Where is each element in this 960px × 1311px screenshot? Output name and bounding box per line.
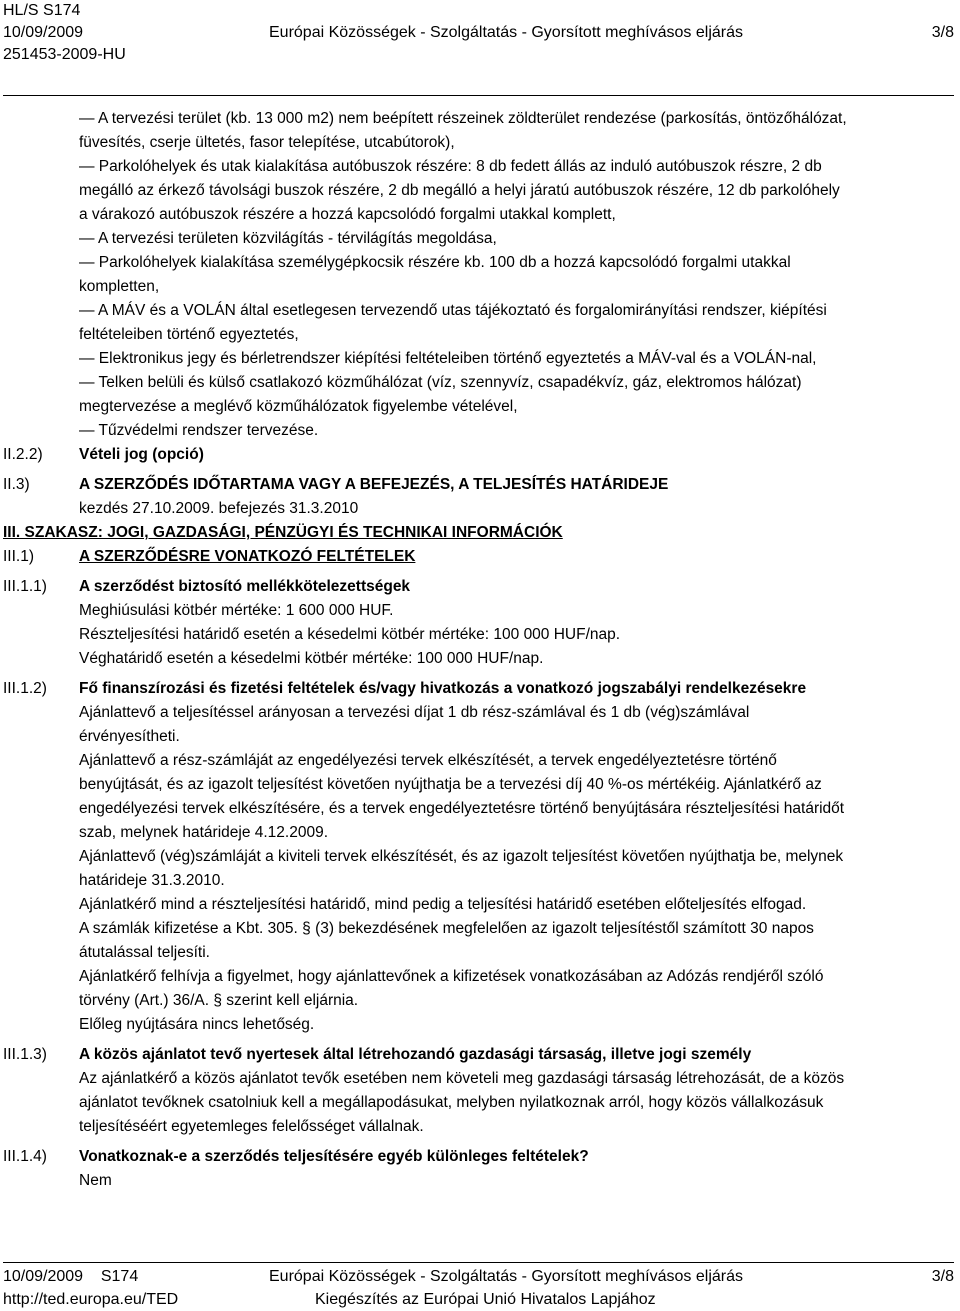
body-line: — Elektronikus jegy és bérletrendszer kiépítési feltételeiben történő egyeztetés a MÁV-val és a VOLÁN-nal,	[79, 350, 817, 367]
section-text: Véghatáridő esetén a késedelmi kötbér mértéke: 100 000 HUF/nap.	[79, 650, 544, 667]
header-title: Európai Közösségek - Szolgáltatás - Gyorsított meghívásos eljárás	[269, 24, 743, 41]
section-text: teljesítéséért egyetemleges felelősséget vállalnak.	[79, 1118, 424, 1135]
section-text: Ajánlattevő a rész-számláját az engedélyezési tervek elkészítését, a tervek engedélyeztetésre történő	[79, 752, 777, 769]
section-number: II.3)	[3, 476, 30, 493]
section-text: szab, melynek határideje 4.12.2009.	[79, 824, 329, 841]
section-text: Ajánlatkérő mind a részteljesítési határidő, mind pedig a teljesítési határidő esetében előteljesítés elfogad.	[79, 896, 807, 913]
body-line: megtervezése a meglévő közműhálózatok figyelembe vételével,	[79, 398, 518, 415]
body-line: — Telken belüli és külső csatlakozó közműhálózat (víz, szennyvíz, csapadékvíz, gáz, elektromos hálózat)	[79, 374, 802, 391]
section-text: törvény (Art.) 36/A. § szerint kell eljárnia.	[79, 992, 359, 1009]
section-text: Ajánlattevő a teljesítéssel arányosan a tervezési díjat 1 db rész-számlával és 1 db (vég)számlával	[79, 704, 750, 721]
footer-title: Európai Közösségek - Szolgáltatás - Gyorsított meghívásos eljárás	[269, 1268, 743, 1285]
section-text: Meghiúsulási kötbér mértéke: 1 600 000 HUF.	[79, 602, 394, 619]
body-line: feltételeiben történő egyeztetés,	[79, 326, 299, 343]
body-line: — Parkolóhelyek kialakítása személygépkocsik részére kb. 100 db a hozzá kapcsolódó forgalmi utakkal	[79, 254, 791, 271]
section-text: A számlák kifizetése a Kbt. 305. § (3) bekezdésének megfelelően az igazolt teljesítéstől számított 30 napos	[79, 920, 814, 937]
section-text: érvényesítheti.	[79, 728, 180, 745]
body-line: a várakozó autóbuszok részére a hozzá kapcsolódó forgalmi utakkal komplett,	[79, 206, 616, 223]
page-header	[0, 0, 960, 95]
body-line: — A tervezési terület (kb. 13 000 m2) nem beépített részeinek zöldterület rendezése (parkosítás, öntözőhálózat,	[79, 110, 847, 127]
section-ii-3	[0, 473, 960, 521]
section-number: III.1.3)	[3, 1046, 47, 1063]
section-heading: Fő finanszírozási és fizetési feltételek és/vagy hivatkozás a vonatkozó jogszabályi rendelkezésekre	[79, 680, 807, 697]
header-journal-ref: HL/S S174	[3, 2, 81, 19]
section-number: III.1.4)	[3, 1148, 47, 1165]
section-text: Ajánlattevő (vég)számláját a kiviteli tervek elkészítését, és az igazolt teljesítést követően nyújthatja be, melynek	[79, 848, 844, 865]
footer-series: S174	[100, 1268, 139, 1285]
footer-url[interactable]: http://ted.europa.eu/TED	[3, 1291, 179, 1308]
body-line: — A tervezési területen közvilágítás - térvilágítás megoldása,	[79, 230, 497, 247]
footer-page-number: 3/8	[931, 1268, 954, 1285]
section-text: ajánlatot tevőknek csatolniuk kell a megállapodásukat, melyben nyilatkoznak arról, hogy közös vállalkozásuk	[79, 1094, 824, 1111]
section-heading: A közös ajánlatot tevő nyertesek által létrehozandó gazdasági társaság, illetve jogi személy	[79, 1046, 752, 1063]
section-text: határideje 31.3.2010.	[79, 872, 225, 889]
header-divider	[3, 95, 954, 96]
document-body	[0, 107, 960, 1193]
footer-subtitle: Kiegészítés az Európai Unió Hivatalos Lapjához	[315, 1291, 656, 1308]
section-iii-1-3	[0, 1043, 960, 1139]
part-iii-title-row	[0, 521, 960, 545]
section-text: Az ajánlatkérő a közös ajánlatot tevők esetében nem követeli meg gazdasági társaság létrehozását, de a közös	[79, 1070, 845, 1087]
section-text: Ajánlatkérő felhívja a figyelmet, hogy ajánlattevőnek a kifizetések vonatkozásában az Adózás rendjéről szóló	[79, 968, 824, 985]
section-text: benyújtását, és az igazolt teljesítést követően nyújthatja be a tervezési díj 40 %-os mértékéig. Ajánlatkérő az	[79, 776, 822, 793]
section-text: Előleg nyújtására nincs lehetőség.	[79, 1016, 315, 1033]
page-footer	[0, 1262, 960, 1311]
header-left	[3, 0, 126, 66]
body-line: — Parkolóhelyek és utak kialakítása autóbuszok részére: 8 db fedett állás az induló autóbuszok részre, 2 db	[79, 158, 822, 175]
section-number: II.2.2)	[3, 446, 43, 463]
section-text: Részteljesítési határidő esetén a késedelmi kötbér mértéke: 100 000 HUF/nap.	[79, 626, 621, 643]
section-text: Nem	[79, 1172, 112, 1189]
section-text: engedélyezési tervek elkészítésére, és a tervek engedélyeztetésre történő benyújtására részteljesítési határidőt	[79, 800, 845, 817]
footer-date: 10/09/2009	[3, 1268, 84, 1285]
section-number: III.1.1)	[3, 578, 47, 595]
section-iii-1	[0, 545, 960, 569]
scope-list	[0, 107, 960, 443]
body-line: kompletten,	[79, 278, 160, 295]
header-date: 10/09/2009	[3, 24, 84, 41]
header-page-number: 3/8	[931, 24, 954, 41]
section-heading: A SZERZŐDÉSRE VONATKOZÓ FELTÉTELEK	[79, 548, 416, 565]
footer-date-series	[3, 1266, 138, 1288]
section-heading: Vonatkoznak-e a szerződés teljesítésére egyéb különleges feltételek?	[79, 1148, 589, 1165]
section-text: átutalással teljesíti.	[79, 944, 210, 961]
section-iii-1-1	[0, 575, 960, 671]
body-line: — Tűzvédelmi rendszer tervezése.	[79, 422, 319, 439]
section-heading: A szerződést biztosító mellékkötelezettségek	[79, 578, 411, 595]
section-number: III.1.2)	[3, 680, 47, 697]
section-number: III.1)	[3, 548, 35, 565]
body-line: füvesítés, cserje ültetés, fasor telepítése, utcabútorok),	[79, 134, 455, 151]
section-iii-1-4	[0, 1145, 960, 1193]
body-line: megálló az érkező távolsági buszok részére, 2 db megálló a helyi járatú autóbuszok részére, 12 db parkolóhely	[79, 182, 840, 199]
section-heading: Vételi jog (opció)	[79, 446, 204, 463]
section-text: kezdés 27.10.2009. befejezés 31.3.2010	[79, 500, 359, 517]
header-notice-id: 251453-2009-HU	[3, 46, 126, 63]
section-iii-1-2	[0, 677, 960, 1037]
section-heading: A SZERZŐDÉS IDŐTARTAMA VAGY A BEFEJEZÉS, A TELJESÍTÉS HATÁRIDEJE	[79, 476, 669, 493]
section-ii-2-2	[0, 443, 960, 467]
part-iii-title: III. SZAKASZ: JOGI, GAZDASÁGI, PÉNZÜGYI ÉS TECHNIKAI INFORMÁCIÓK	[3, 524, 563, 541]
footer-divider	[3, 1262, 954, 1263]
body-line: — A MÁV és a VOLÁN által esetlegesen tervezendő utas tájékoztató és forgalomirányítási rendszer, kiépítési	[79, 302, 827, 319]
